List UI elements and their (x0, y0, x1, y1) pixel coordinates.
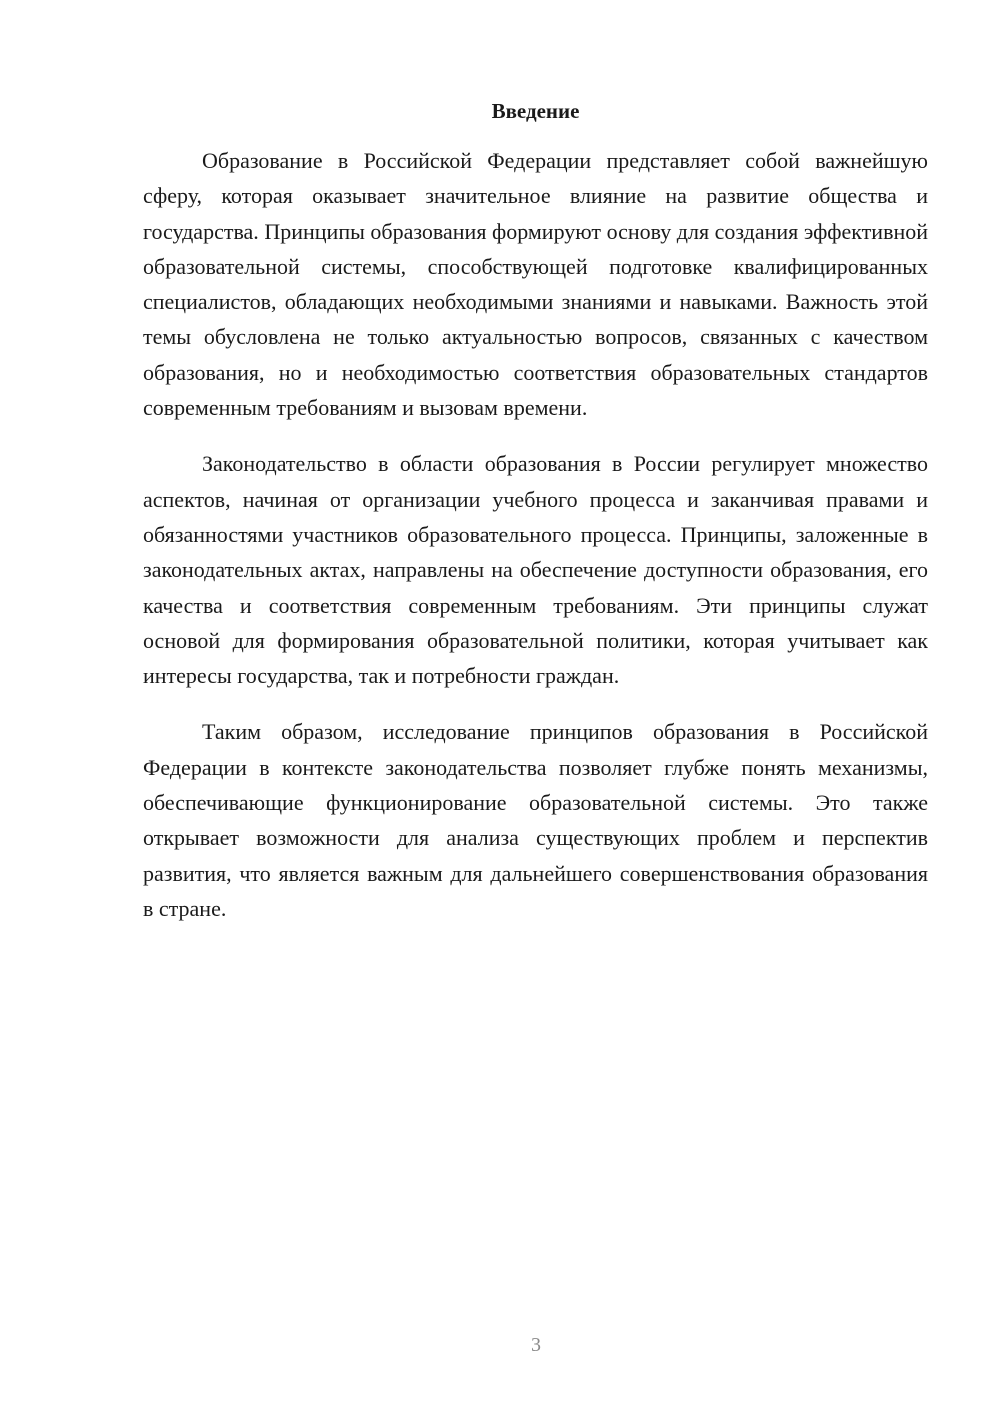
paragraph-conclusion: Таким образом, исследование принципов образования в Российской Федерации в контексте законодательства позволяет глубже понять механизмы, обеспечивающие функционирование образовательной системы. Это также открывает возможности для анализа существующих проблем и перспектив развития, что является важным для дальнейшего совершенствования образования в стране. (143, 719, 928, 921)
paragraph-introduction: Образование в Российской Федерации представляет собой важнейшую сферу, которая оказывает значительное влияние на развитие общества и государства. Принципы образования формируют основу для создания эффективной образовательной системы, способствующей подготовке квалифицированных специалистов, обладающих необходимыми знаниями и навыками. Важность этой темы обусловлена не только актуальностью вопросов, связанных с качеством образования, но и необходимостью соответствия образовательных стандартов современным требованиям и вызовам времени. (143, 148, 928, 421)
paragraph-legislation: Законодательство в области образования в России регулирует множество аспектов, начиная от организации учебного процесса и заканчивая правами и обязанностями участников образовательного процесса. Принципы, заложенные в законодательных актах, направлены на обеспечение доступности образования, его качества и соответствия современным требованиям. Эти принципы служат основой для формирования образовательной политики, которая учитывает как интересы государства, так и потребности граждан. (143, 451, 928, 689)
section-heading: Введение (491, 99, 580, 123)
page-number: 3 (531, 1334, 541, 1356)
document-page (143, 96, 928, 926)
